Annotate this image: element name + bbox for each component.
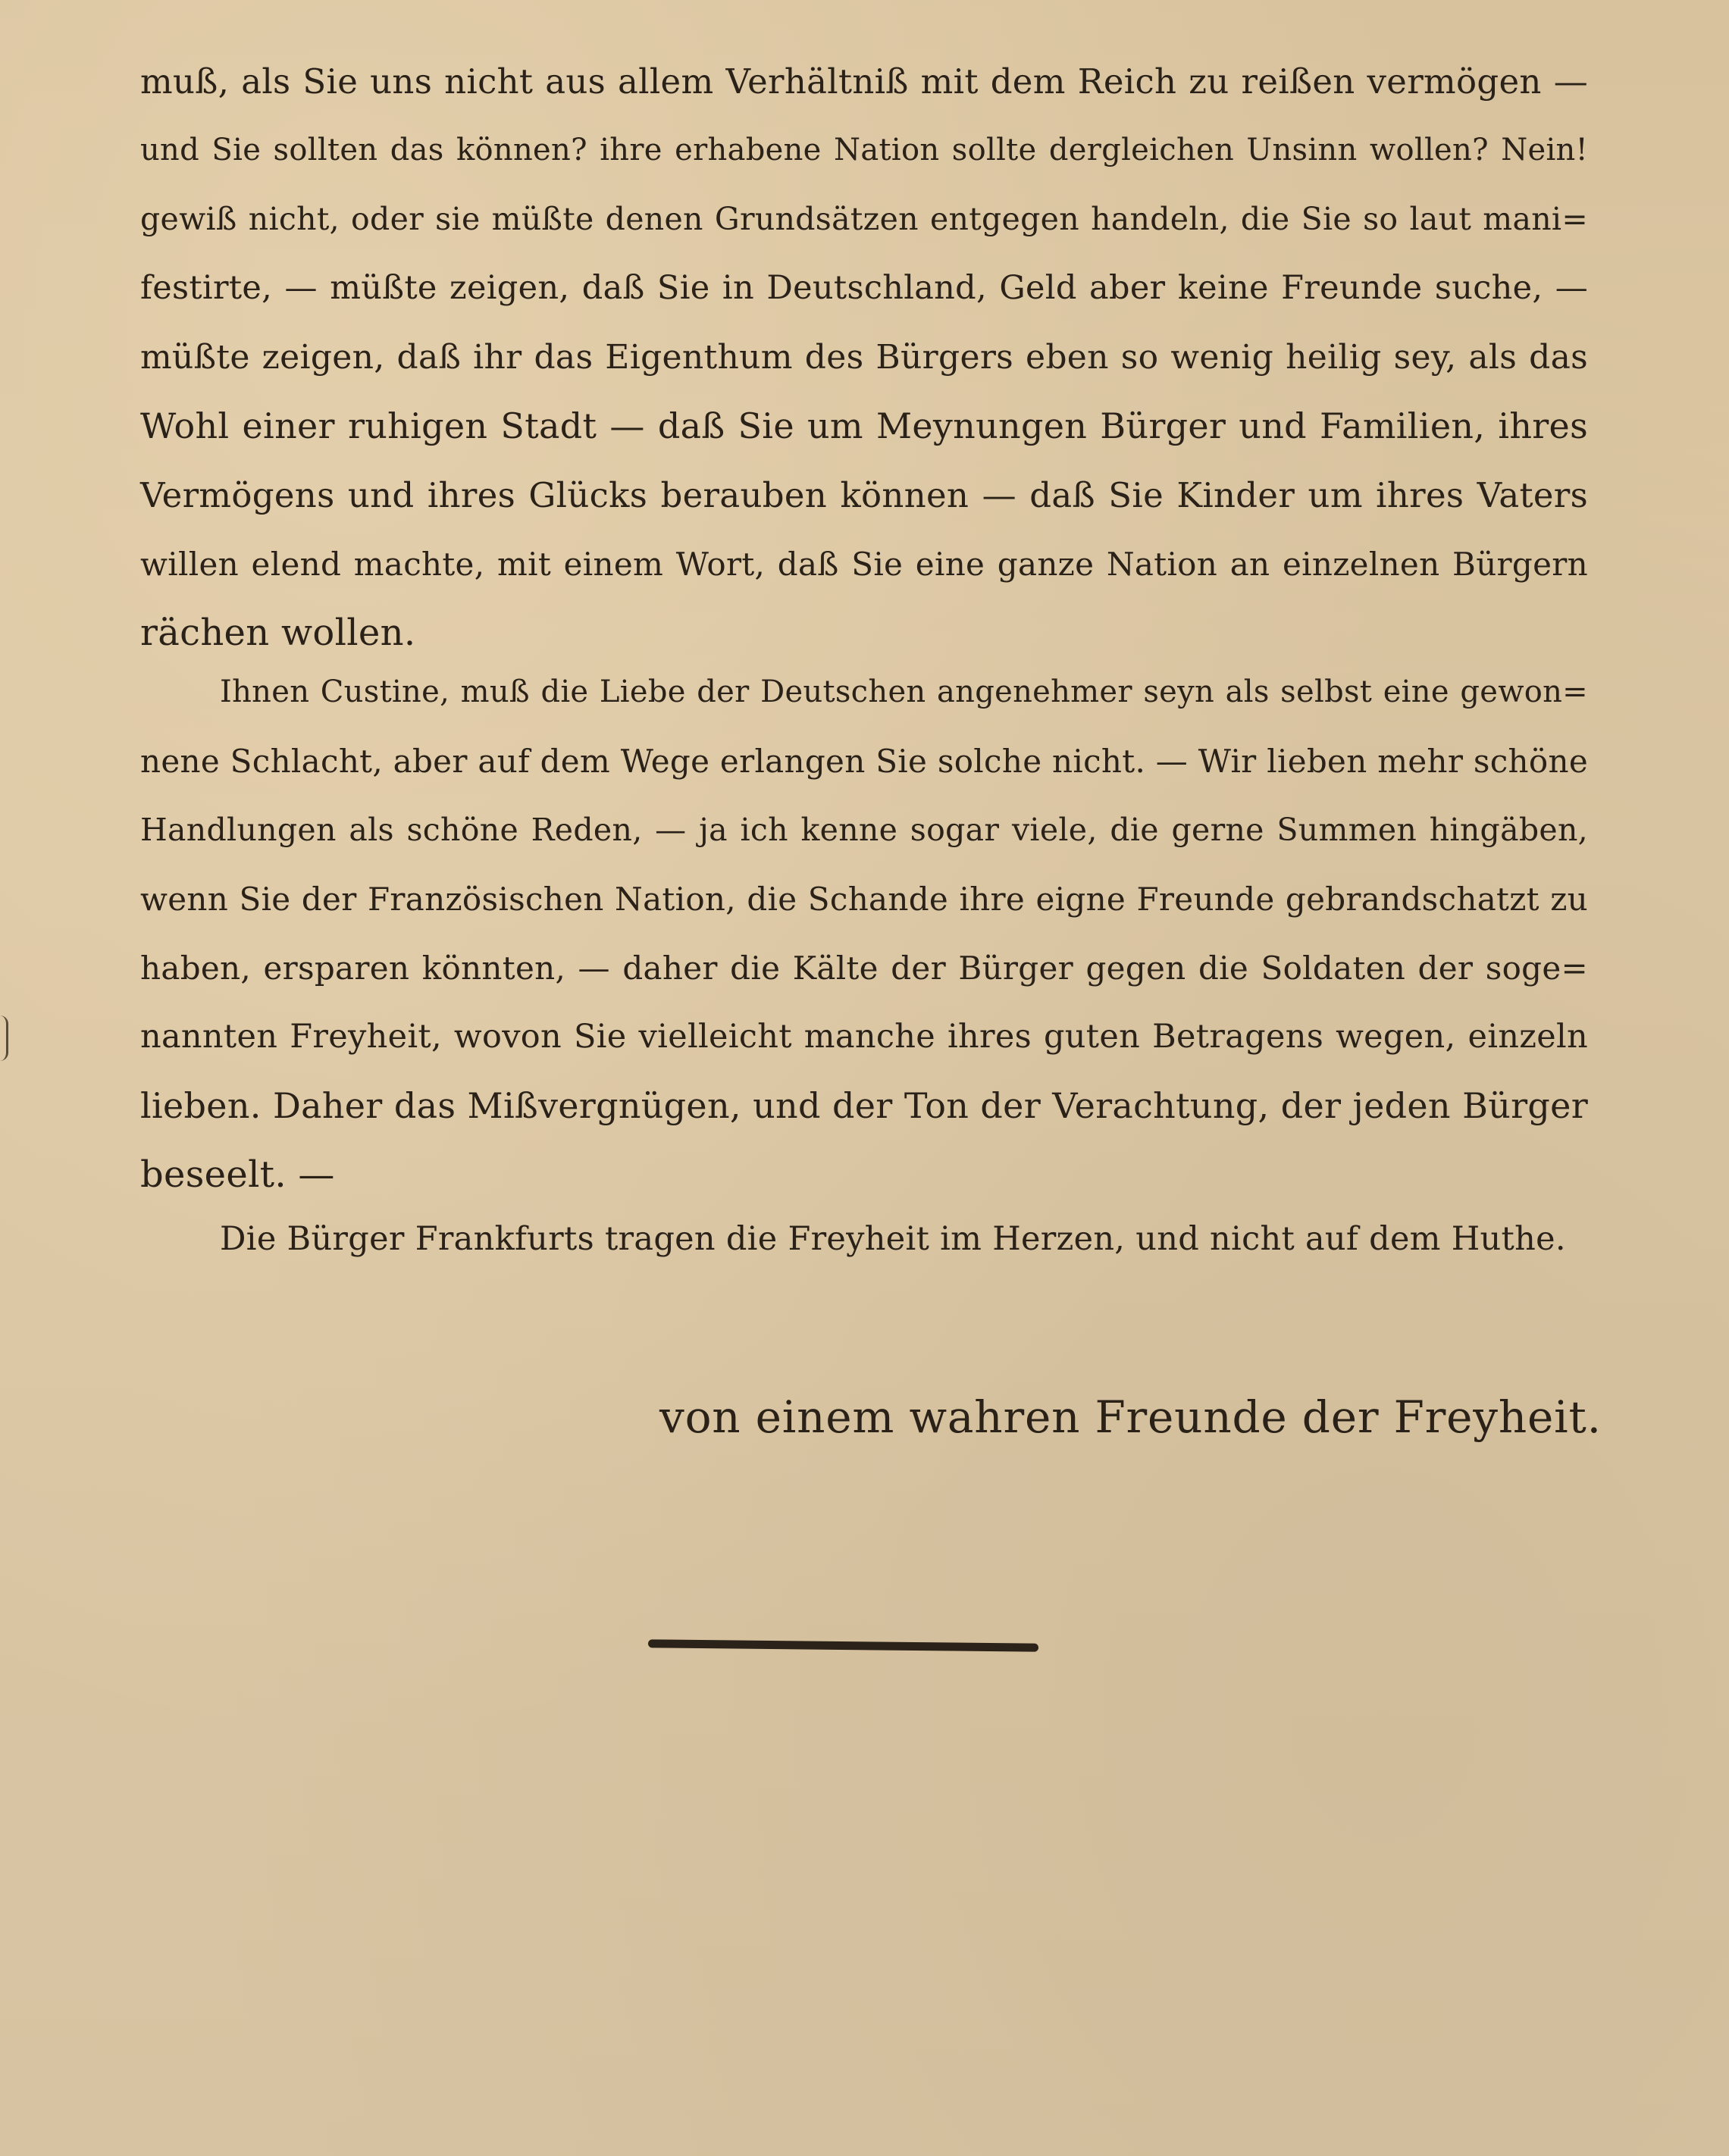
- paragraph-2: [140, 658, 1588, 1209]
- text-line: Handlungen als schöne Reden, — ja ich kenne sogar viele, die gerne Summen hingäben,: [140, 812, 1588, 848]
- page-edge-mark: [0, 1015, 8, 1061]
- text-line: gewiß nicht, oder sie müßte denen Grundsätzen entgegen handeln, die Sie so laut mani=: [140, 201, 1588, 237]
- text-line: lieben. Daher das Mißvergnügen, und der Ton der Verachtung, der jeden Bürger: [140, 1085, 1588, 1126]
- closing-rule: [648, 1639, 1038, 1651]
- paragraph-1: [140, 47, 1588, 668]
- paragraph-3: [140, 1205, 1588, 1274]
- text-line: Wohl einer ruhigen Stadt — daß Sie um Meynungen Bürger und Familien, ihres: [140, 405, 1588, 446]
- text-line: rächen wollen.: [140, 612, 416, 654]
- text-line: wenn Sie der Französischen Nation, die Schande ihre eigne Freunde gebrandschatzt zu: [140, 881, 1588, 918]
- text-line: willen elend machte, mit einem Wort, daß Sie eine ganze Nation an einzelnen Bürgern: [140, 546, 1588, 583]
- text-line: haben, ersparen könnten, — daher die Kälte der Bürger gegen die Soldaten der soge=: [140, 950, 1588, 987]
- text-line: muß, als Sie uns nicht aus allem Verhältniß mit dem Reich zu reißen vermögen —: [140, 61, 1588, 102]
- text-line: und Sie sollten das können? ihre erhabene Nation sollte dergleichen Unsinn wollen? Nein!: [140, 133, 1588, 167]
- text-line: beseelt. —: [140, 1153, 335, 1196]
- text-line: müßte zeigen, daß ihr das Eigenthum des Bürgers eben so wenig heilig sey, als das: [140, 338, 1588, 377]
- text-line: nannten Freyheit, wovon Sie vielleicht manche ihres guten Betragens wegen, einzeln: [140, 1018, 1588, 1056]
- text-line: Die Bürger Frankfurts tragen die Freyheit im Herzen, und nicht auf dem Huthe.: [220, 1220, 1566, 1258]
- text-line: Ihnen Custine, muß die Liebe der Deutschen angenehmer seyn als selbst eine gewon=: [220, 674, 1588, 709]
- text-line: nene Schlacht, aber auf dem Wege erlangen Sie solche nicht. — Wir lieben mehr schöne: [140, 743, 1588, 780]
- text-line: Vermögens und ihres Glücks berauben können — daß Sie Kinder um ihres Vaters: [140, 475, 1588, 515]
- text-line: festirte, — müßte zeigen, daß Sie in Deutschland, Geld aber keine Freunde suche, —: [140, 269, 1588, 307]
- signature-line: von einem wahren Freunde der Freyheit.: [659, 1391, 1602, 1443]
